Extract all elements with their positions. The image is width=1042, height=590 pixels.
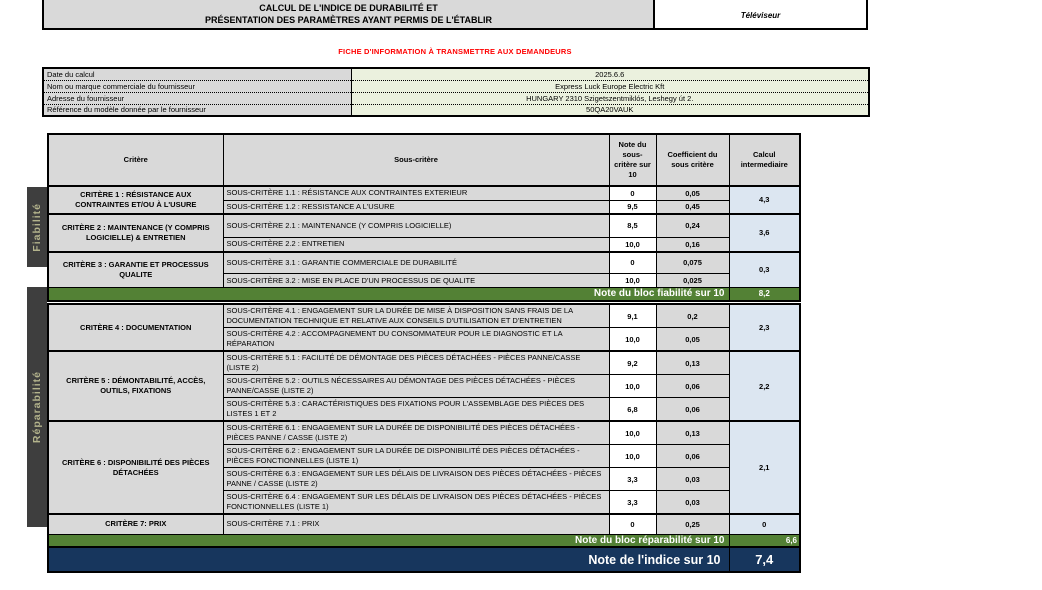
table-row — [48, 351, 800, 375]
index-score-label: Note de l'indice sur 10 — [48, 547, 729, 572]
coef-2-2: 0,16 — [656, 238, 729, 252]
sous-critere-6-1: SOUS-CRITÈRE 6.1 : ENGAGEMENT SUR LA DURÉE DE DISPONIBILITÉ DES PIÈCES DÉTACHÉES - PIÈCES PANNE / CASSE (LISTE 2) — [223, 421, 609, 445]
table-row — [48, 214, 800, 238]
sous-critere-5-1: SOUS-CRITÈRE 5.1 : FACILITÉ DE DÉMONTAGE DES PIÈCES DÉTACHÉES - PIÈCES PANNE/CASSE (LISTE 2) — [223, 351, 609, 375]
sous-critere-1-2: SOUS-CRITÈRE 1.2 : RESSISTANCE A L'USURE — [223, 200, 609, 214]
header-row — [48, 134, 800, 186]
coef-4-1: 0,2 — [656, 304, 729, 328]
reparabilite-table — [47, 303, 801, 573]
info-value-model-ref: 50QA20VAUK — [351, 104, 869, 116]
note-6-4: 3,3 — [609, 491, 656, 515]
subtitle-red: FICHE D'INFORMATION À TRANSMETTRE AUX DEMANDEURS — [338, 47, 572, 56]
fiabilite-score-value: 8,2 — [729, 288, 800, 301]
col-header-coefficient: Coefficient du sous critère — [656, 134, 729, 186]
coef-5-3: 0,06 — [656, 398, 729, 422]
col-header-calcul: Calcul intermediaire — [729, 134, 800, 186]
info-label-supplier-name: Nom ou marque commerciale du fournisseur — [43, 80, 351, 92]
info-value-address: HUNGARY 2310 Szigetszentmiklós, Leshegy út 2. — [351, 92, 869, 104]
coef-3-2: 0,025 — [656, 274, 729, 288]
critere-5-label: CRITÈRE 5 : DÉMONTABILITÉ, ACCÈS, OUTILS, FIXATIONS — [48, 351, 223, 421]
info-value-supplier-name: Express Luck Europe Electric Kft — [351, 80, 869, 92]
coef-1-1: 0,05 — [656, 186, 729, 200]
note-6-1: 10,0 — [609, 421, 656, 445]
fiabilite-band — [27, 187, 47, 267]
coef-6-4: 0,03 — [656, 491, 729, 515]
coef-5-2: 0,06 — [656, 375, 729, 398]
col-header-note: Note du sous- critère sur 10 — [609, 134, 656, 186]
table-row — [48, 304, 800, 328]
fiabilite-score-label: Note du bloc fiabilité sur 10 — [48, 288, 729, 301]
fiabilite-table — [47, 133, 801, 302]
coef-4-2: 0,05 — [656, 328, 729, 352]
info-row — [43, 68, 869, 80]
sous-critere-5-3: SOUS-CRITÈRE 5.3 : CARACTÉRISTIQUES DES FIXATIONS POUR L'ASSEMBLAGE DES PIÈCES DES LISTES 1 ET 2 — [223, 398, 609, 422]
note-1-2: 9,5 — [609, 200, 656, 214]
coef-6-1: 0,13 — [656, 421, 729, 445]
index-score-value: 7,4 — [729, 547, 800, 572]
sous-critere-1-1: SOUS-CRITÈRE 1.1 : RÉSISTANCE AUX CONTRAINTES EXTERIEUR — [223, 186, 609, 200]
critere-1-label: CRITÈRE 1 : RÉSISTANCE AUX CONTRAINTES ET/OU À L'USURE — [48, 186, 223, 214]
reparabilite-score-row — [48, 534, 800, 547]
sous-critere-5-2: SOUS-CRITÈRE 5.2 : OUTILS NÉCESSAIRES AU DÉMONTAGE DES PIÈCES DÉTACHÉES - PIÈCES PANNE/CASSE (LISTE 2) — [223, 375, 609, 398]
note-4-1: 9,1 — [609, 304, 656, 328]
product-type: Téléviseur — [655, 0, 866, 28]
info-label-address: Adresse du fournisseur — [43, 92, 351, 104]
sous-critere-4-2: SOUS-CRITÈRE 4.2 : ACCOMPAGNEMENT DU CONSOMMATEUR POUR LE DIAGNOSTIC ET LA RÉPARATION — [223, 328, 609, 352]
info-label-model-ref: Référence du modèle donnée par le fournisseur — [43, 104, 351, 116]
coef-7-1: 0,25 — [656, 514, 729, 534]
title-line-1: CALCUL DE L'INDICE DE DURABILITÉ ET — [259, 3, 438, 13]
sous-critere-4-1: SOUS-CRITÈRE 4.1 : ENGAGEMENT SUR LA DURÉE DE MISE À DISPOSITION SANS FRAIS DE LA DOCUMENTATION TECHNIQUE ET RELATIVE AUX CONSEILS D'UTILISATION ET D'ENTRETIEN — [223, 304, 609, 328]
info-row — [43, 80, 869, 92]
note-6-2: 10,0 — [609, 445, 656, 468]
note-3-1: 0 — [609, 252, 656, 274]
reparabilite-score-label: Note du bloc réparabilité sur 10 — [48, 534, 729, 547]
fiabilite-score-row — [48, 288, 800, 301]
coef-2-1: 0,24 — [656, 214, 729, 238]
sous-critere-2-2: SOUS-CRITÈRE 2.2 : ENTRETIEN — [223, 238, 609, 252]
note-2-1: 8,5 — [609, 214, 656, 238]
critere-3-label: CRITÈRE 3 : GARANTIE ET PROCESSUS QUALITE — [48, 252, 223, 288]
fiabilite-band-label: Fiabilité — [31, 202, 43, 252]
note-5-3: 6,8 — [609, 398, 656, 422]
coef-6-2: 0,06 — [656, 445, 729, 468]
sous-critere-6-4: SOUS-CRITÈRE 6.4 : ENGAGEMENT SUR LES DÉLAIS DE LIVRAISON DES PIÈCES DÉTACHÉES - PIÈCES FONCTIONNELLES (LISTE 1) — [223, 491, 609, 515]
coef-5-1: 0,13 — [656, 351, 729, 375]
coef-1-2: 0,45 — [656, 200, 729, 214]
critere-2-label: CRITÈRE 2 : MAINTENANCE (Y COMPRIS LOGICIELLE) & ENTRETIEN — [48, 214, 223, 252]
note-4-2: 10,0 — [609, 328, 656, 352]
supplier-info-table — [42, 67, 870, 117]
note-3-2: 10,0 — [609, 274, 656, 288]
table-row — [48, 514, 800, 534]
info-label-date: Date du calcul — [43, 68, 351, 80]
note-6-3: 3,3 — [609, 468, 656, 491]
calc-critere-4: 2,3 — [729, 304, 800, 351]
reparabilite-band — [27, 287, 47, 527]
coef-6-3: 0,03 — [656, 468, 729, 491]
calc-critere-6: 2,1 — [729, 421, 800, 514]
info-value-date: 2025.6.6 — [351, 68, 869, 80]
calc-critere-5: 2,2 — [729, 351, 800, 421]
note-7-1: 0 — [609, 514, 656, 534]
calc-critere-3: 0,3 — [729, 252, 800, 288]
info-row — [43, 104, 869, 116]
critere-6-label: CRITÈRE 6 : DISPONIBILITÉ DES PIÈCES DÉTACHÉES — [48, 421, 223, 514]
title-banner — [42, 0, 868, 30]
title-line-2: PRÉSENTATION DES PARAMÈTRES AYANT PERMIS DE L'ÉTABLIR — [204, 15, 492, 25]
sous-critere-3-2: SOUS-CRITÈRE 3.2 : MISE EN PLACE D'UN PROCESSUS DE QUALITE — [223, 274, 609, 288]
col-header-critere: Critère — [48, 134, 223, 186]
reparabilite-score-value: 6,6 — [729, 534, 800, 547]
calc-critere-7: 0 — [729, 514, 800, 534]
note-5-1: 9,2 — [609, 351, 656, 375]
critere-4-label: CRITÈRE 4 : DOCUMENTATION — [48, 304, 223, 351]
calc-critere-1: 4,3 — [729, 186, 800, 214]
table-row — [48, 186, 800, 200]
coef-3-1: 0,075 — [656, 252, 729, 274]
sous-critere-6-2: SOUS-CRITÈRE 6.2 : ENGAGEMENT SUR LA DURÉE DE DISPONIBILITÉ DES PIÈCES DÉTACHÉES - PIÈCES FONCTIONNELLES (LISTE 1) — [223, 445, 609, 468]
index-score-row — [48, 547, 800, 572]
sous-critere-3-1: SOUS-CRITÈRE 3.1 : GARANTIE COMMERCIALE DE DURABILITÉ — [223, 252, 609, 274]
reparabilite-band-label: Réparabilité — [31, 370, 43, 444]
note-1-1: 0 — [609, 186, 656, 200]
sous-critere-2-1: SOUS-CRITÈRE 2.1 : MAINTENANCE (Y COMPRIS LOGICIELLE) — [223, 214, 609, 238]
sous-critere-7-1: SOUS-CRITÈRE 7.1 : PRIX — [223, 514, 609, 534]
info-row — [43, 92, 869, 104]
table-row — [48, 252, 800, 274]
note-2-2: 10,0 — [609, 238, 656, 252]
col-header-sous-critere: Sous-critère — [223, 134, 609, 186]
table-row — [48, 421, 800, 445]
document-title — [44, 0, 655, 28]
sous-critere-6-3: SOUS-CRITÈRE 6.3 : ENGAGEMENT SUR LES DÉLAIS DE LIVRAISON DES PIÈCES DÉTACHÉES - PIÈCES PANNE / CASSE (LISTE 2) — [223, 468, 609, 491]
note-5-2: 10,0 — [609, 375, 656, 398]
critere-7-label: CRITÈRE 7: PRIX — [48, 514, 223, 534]
calc-critere-2: 3,6 — [729, 214, 800, 252]
